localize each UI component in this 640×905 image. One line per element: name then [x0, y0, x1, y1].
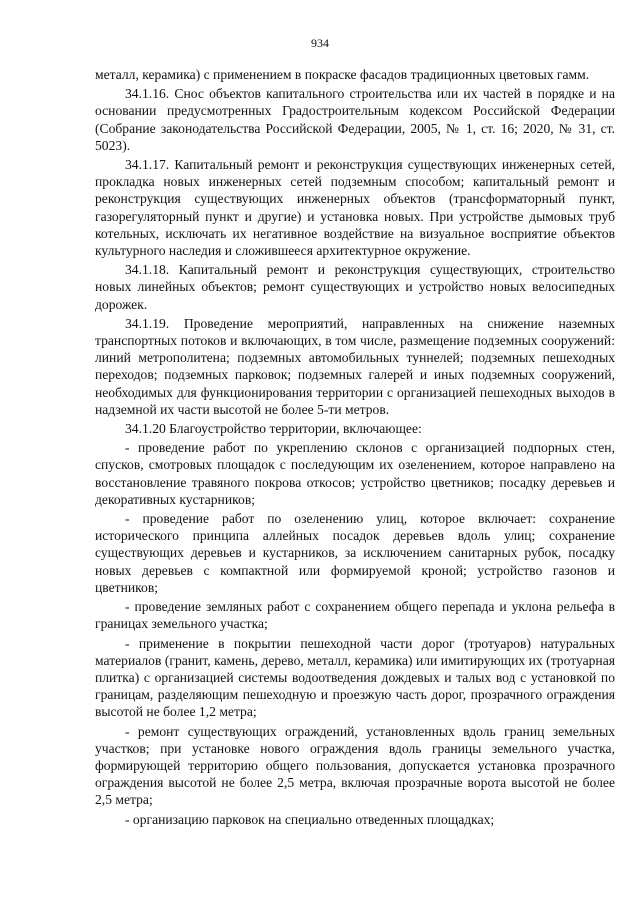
- list-item: - проведение работ по озеленению улиц, которое включает: сохранение исторического принципа аллейных посадок деревьев вдоль улиц; сохранение существующих деревьев и кустарников, за исключением санитарных рубок, посадку новых деревьев с компактной или формируемой кроной; устройство газонов и цветников;: [95, 511, 615, 595]
- list-item: - применение в покрытии пешеходной части дорог (тротуаров) натуральных материалов (гранит, камень, дерево, металл, керамика) или имитирующих их (тротуарная плитка) с организацией системы водоотведения дождевых и талых вод с установкой по границам, разделяющим пешеходную и проезжую часть дорог, прозрачного ограждения высотой не более 1,2 метра;: [95, 635, 615, 720]
- list-item: - проведение работ по укреплению склонов с организацией подпорных стен, спусков, смотровых площадок с последующим их озеленением, которое направлено на восстановление травяного покрова откосов; устройство цветников; посадку деревьев и декоративных кустарников;: [95, 440, 615, 507]
- list-item: - организацию парковок на специально отведенных площадках;: [125, 811, 495, 827]
- paragraph-34-1-17: 34.1.17. Капитальный ремонт и реконструкция существующих инженерных сетей, прокладка новых инженерных сетей подземным способом; капитальный ремонт и реконструкция существующих инженерных объектов (трансформаторный пункт, газорегуляторный пункт и другие) и установка новых. При устройстве дымовых труб котельных, исключать их негативное воздействие на визуальное восприятие объектов культурного наследия и сложившееся архитектурное окружение.: [95, 157, 615, 259]
- paragraph-34-1-20: 34.1.20 Благоустройство территории, включающее:: [125, 421, 422, 437]
- document-body: [95, 66, 615, 830]
- paragraph-34-1-18: 34.1.18. Капитальный ремонт и реконструкция существующих, строительство новых линейных объектов; ремонт существующих и устройство новых велосипедных дорожек.: [95, 262, 615, 312]
- list-item: - ремонт существующих ограждений, установленных вдоль границ земельных участков; при установке нового ограждения вдоль границы земельного участка, формирующей территорию общего пользования, допускается установка прозрачного ограждения высотой не более 2,5 метра, включая прозрачные ворота высотой не более 2,5 метра;: [95, 723, 615, 808]
- paragraph-continuation: металл, керамика) с применением в покраске фасадов традиционных цветовых гамм.: [95, 67, 590, 82]
- paragraph-34-1-19: 34.1.19. Проведение мероприятий, направленных на снижение наземных транспортных потоков и включающих, в том числе, размещение подземных сооружений: линий метрополитена; подземных автомобильных туннелей; подземных пешеходных переходов; подземных парковок; подземных галерей и иных подземных сооружений, необходимых для функционирования территории с организацией пешеходных выходов в надземной их части высотой не более 5-ти метров.: [95, 315, 615, 417]
- page-number: 934: [311, 36, 329, 50]
- list-item: - проведение земляных работ с сохранением общего перепада и уклона рельефа в границах земельного участка;: [95, 599, 615, 632]
- paragraph-34-1-16: 34.1.16. Снос объектов капитального строительства или их частей в порядке и на основании предусмотренных Градостроительным кодексом Российской Федерации (Собрание законодательства Российской Федерации, 2005, № 1, ст. 16; 2020, № 31, ст. 5023).: [95, 86, 615, 153]
